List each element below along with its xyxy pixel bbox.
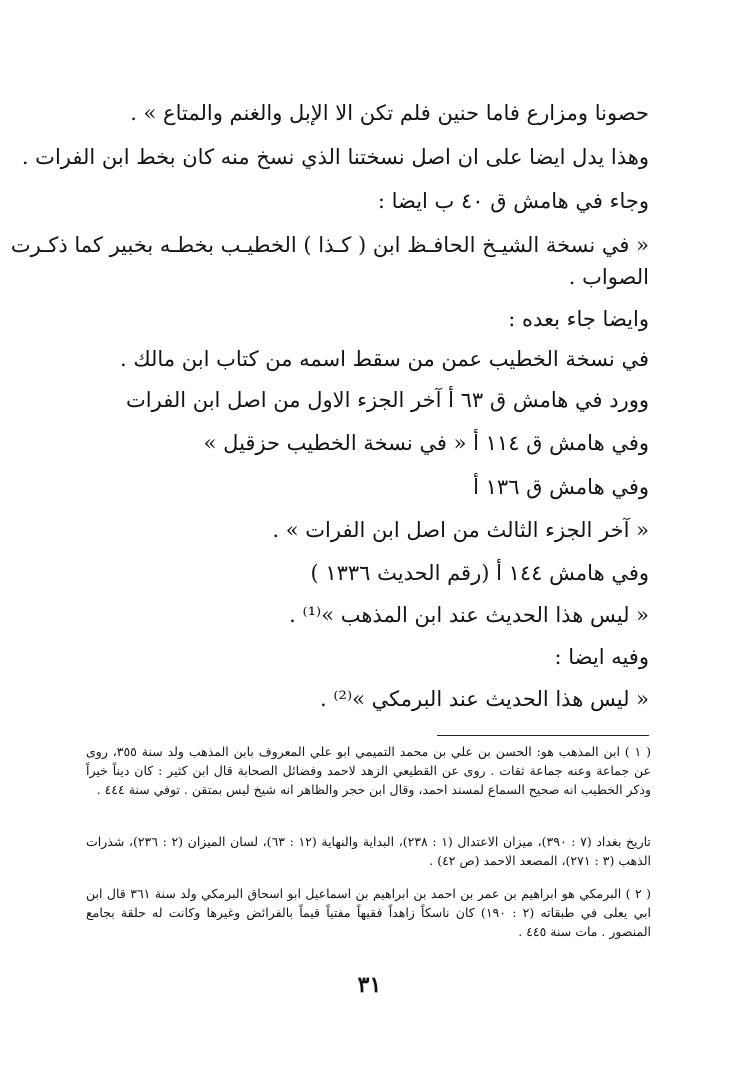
footnote-separator	[437, 735, 649, 736]
body-line-11: « آخر الجزء الثالث من اصل ابن الفرات » .	[272, 518, 649, 542]
body-line-9: وفي هامش ق ١١٤ أ « في نسخة الخطيب حزقيل »	[203, 431, 649, 455]
body-line-15: « ليس هذا الحديث عند البرمكي »⁽²⁾ .	[320, 687, 649, 711]
footnote-1	[86, 742, 651, 799]
footnote-1-text: ( ١ ) ابن المذهب هو: الحسن بن علي بن محمد التميمي ابو علي المعروف بابن المذهب ولد سنة ٣٥٥، روى عن جماعة وعنه جماعة ثقات . روى عن القطيعي الزهد لاحمد وفضائل الصحابة قال ابن كثير : كان ديناً خيراً وذكر الخطيب انه صحيح السماع لمسند احمد، وقال ابن حجر والظاهر انه شيخ ليس بمتقن . توفي سنة ٤٤٤ .	[86, 744, 651, 797]
body-line-12: وفي هامش ١٤٤ أ (رقم الحديث ١٣٣٦ )	[310, 561, 649, 585]
body-line-6: وايضا جاء بعده :	[508, 307, 649, 331]
body-line-10: وفي هامش ق ١٣٦ أ	[473, 475, 649, 499]
footnote-1-refs-text: تاريخ بغداد (٧ : ٣٩٠)، ميزان الاعتدال (١ : ٢٣٨)، البداية والنهاية (١٢ : ٦٣)، لسان الميزان (٢ : ٢٣٦)، شذرات الذهب (٣ : ٢٧١)، المصعد الاحمد (ص ٤٢) .	[86, 834, 651, 868]
footnote-1-refs	[86, 832, 651, 870]
body-line-7: في نسخة الخطيب عمن من سقط اسمه من كتاب ابن مالك .	[119, 347, 649, 371]
page-number: ٣١	[357, 972, 382, 998]
body-line-13: « ليس هذا الحديث عند ابن المذهب »⁽¹⁾ .	[289, 603, 649, 627]
body-line-3: وجاء في هامش ق ٤٠ ب ايضا :	[377, 189, 649, 213]
body-line-4: « في نسخة الشيـخ الحافـظ ابن ( كـذا ) الخطيـب بخطـه بخبير كما ذكـرت	[10, 233, 649, 257]
body-line-5: الصواب .	[568, 265, 649, 289]
body-line-14: وفيه ايضا :	[554, 645, 649, 669]
body-line-2: وهذا يدل ايضا على ان اصل نسختنا الذي نسخ منه كان بخط ابن الفرات .	[21, 145, 649, 169]
footnote-2	[86, 884, 651, 941]
footnote-2-text: ( ٢ ) البرمكي هو ابراهيم بن عمر بن احمد بن ابراهيم بن اسماعيل ابو اسحاق البرمكي ولد سنة ٣٦١ قال ابن ابي يعلى في طبقاته (٢ : ١٩٠) كان ناسكاً زاهداً فقيهاً مفتياً قيماً بالفرائض وغيرها وكانت له حلقة بجامع المنصور . مات سنة ٤٤٥ .	[86, 886, 652, 939]
body-line-1: حصونا ومزارع فاما حنين فلم تكن الا الإبل والغنم والمتاع » .	[130, 101, 649, 125]
body-line-8: وورد في هامش ق ٦٣ أ آخر الجزء الاول من اصل ابن الفرات	[126, 388, 649, 412]
